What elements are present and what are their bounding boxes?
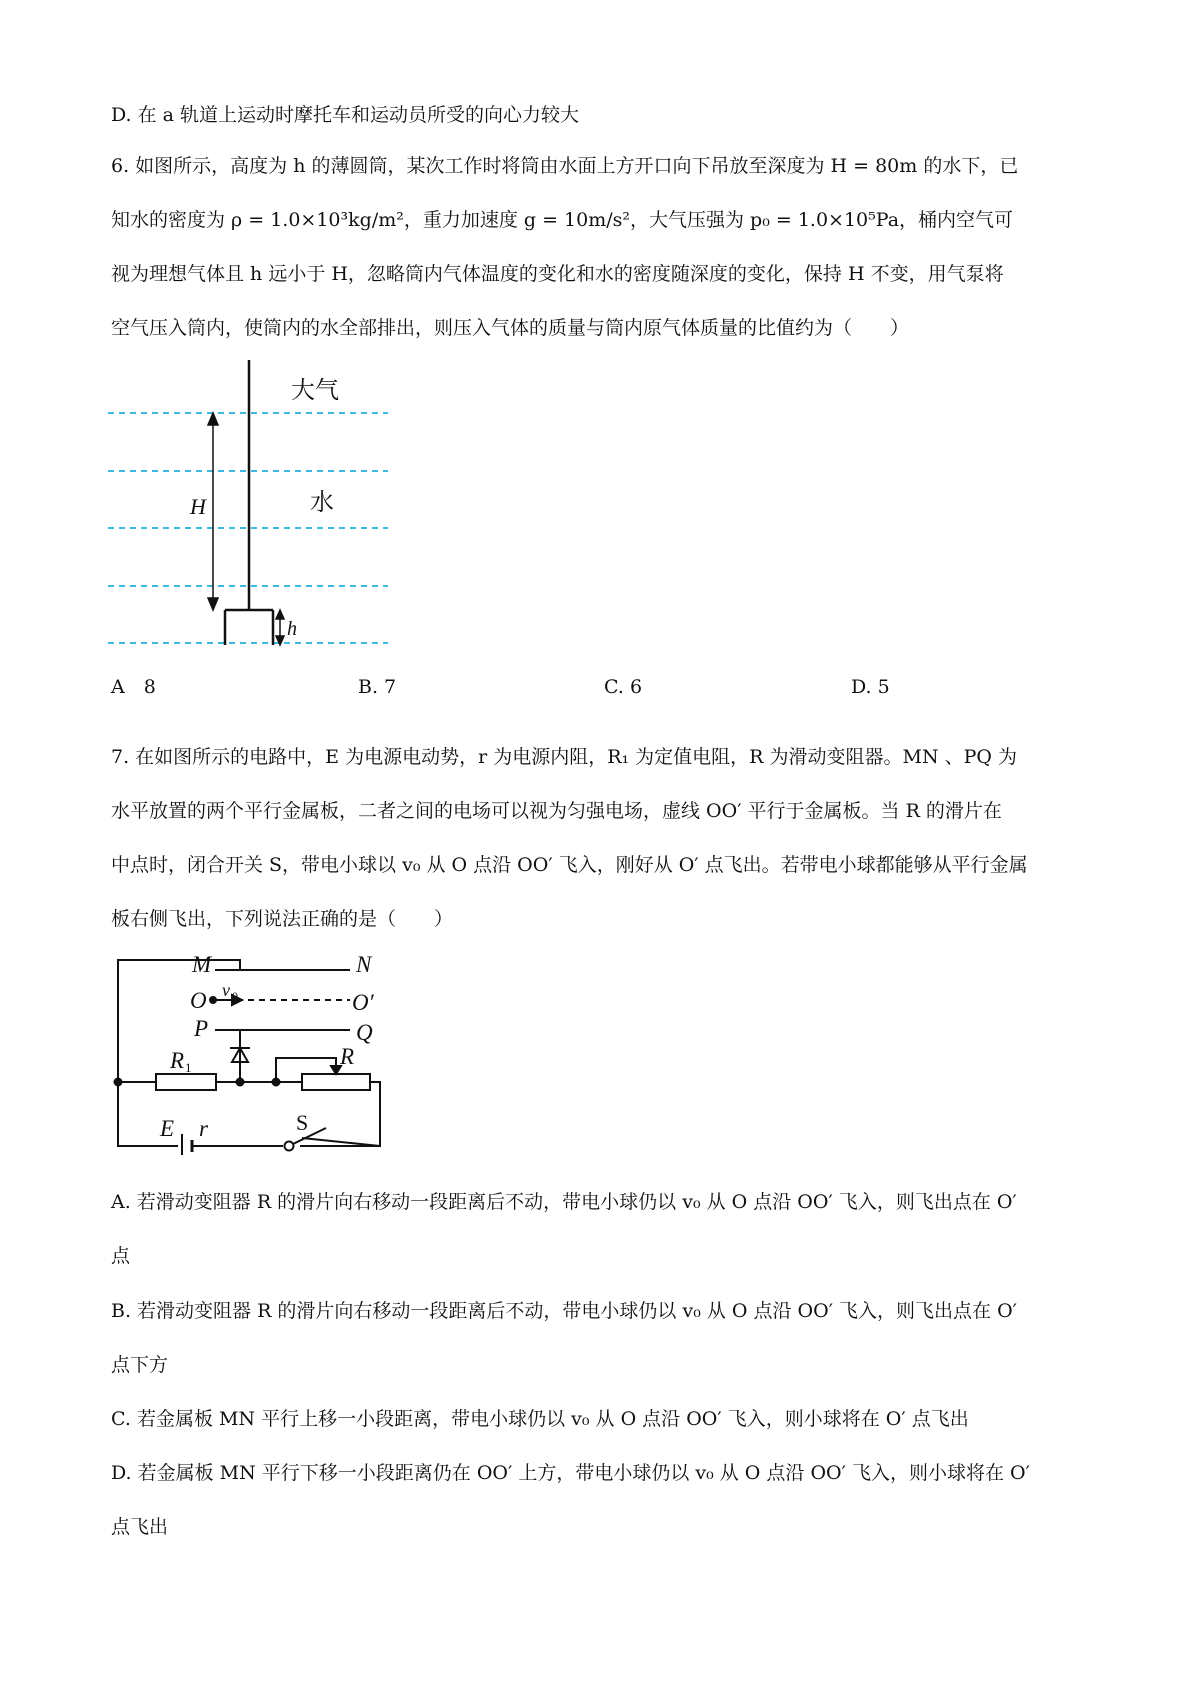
q6-options [111, 672, 911, 702]
q7-option-b-line-2[interactable]: 点下方 [111, 1354, 169, 1376]
q7-option-d-line-2[interactable]: 点飞出 [111, 1516, 169, 1538]
q6-option-b[interactable]: B. 7 [358, 676, 397, 698]
q6-stem-line-1: 6. 如图所示，高度为 h 的薄圆筒，某次工作时将筒由水面上方开口向下吊放至深度为 H = 80m 的水下，已 [111, 155, 1019, 177]
junction-dot [273, 1079, 280, 1086]
junction-dot [115, 1079, 122, 1086]
q6-option-c[interactable]: C. 6 [604, 676, 643, 698]
q6-option-d[interactable]: D. 5 [851, 676, 890, 698]
q7-circuit-figure [105, 950, 395, 1155]
q6-figure [100, 355, 400, 660]
label-R1-sub: 1 [185, 1060, 192, 1075]
label-v: v [222, 980, 230, 1000]
label-v-sub: 0 [232, 989, 238, 1003]
arrow-head-up-icon [208, 413, 218, 425]
label-air: 大气 [291, 376, 339, 404]
label-R: R [340, 1044, 355, 1069]
switch-contact-icon [285, 1142, 294, 1151]
rheostat-slider-wire [276, 1058, 336, 1082]
label-R1: R [170, 1048, 185, 1073]
q6-option-a[interactable]: A 8 [111, 676, 156, 698]
label-O-prime: O′ [352, 990, 374, 1015]
q7-option-a-line-1[interactable]: A. 若滑动变阻器 R 的滑片向右移动一段距离后不动，带电小球仍以 v₀ 从 O 点沿 OO′ 飞入，则飞出点在 O′ [111, 1191, 1017, 1213]
junction-dot [237, 1079, 244, 1086]
q7-option-b-line-1[interactable]: B. 若滑动变阻器 R 的滑片向右移动一段距离后不动，带电小球仍以 v₀ 从 O 点沿 OO′ 飞入，则飞出点在 O′ [111, 1300, 1017, 1322]
label-M: M [192, 952, 212, 977]
arrow-head-down-icon [208, 598, 218, 610]
q7-stem-line-4: 板右侧飞出，下列说法正确的是（ ） [111, 908, 454, 930]
q7-option-d-line-1[interactable]: D. 若金属板 MN 平行下移一小段距离仍在 OO′ 上方，带电小球仍以 v₀ 从 O 点沿 OO′ 飞入，则小球将在 O′ [111, 1462, 1030, 1484]
wire-right [302, 1082, 380, 1146]
label-P: P [194, 1016, 209, 1041]
label-r: r [199, 1116, 208, 1141]
q7-option-c[interactable]: C. 若金属板 MN 平行上移一小段距离，带电小球仍以 v₀ 从 O 点沿 OO′ 飞入，则小球将在 O′ 点飞出 [111, 1408, 969, 1430]
label-h: h [287, 618, 297, 640]
q5-option-d: D. 在 a 轨道上运动时摩托车和运动员所受的向心力较大 [111, 104, 580, 126]
q6-stem-line-4: 空气压入筒内，使筒内的水全部排出，则压入气体的质量与筒内原气体质量的比值约为（ ） [111, 317, 910, 339]
q7-stem-line-1: 7. 在如图所示的电路中，E 为电源电动势，r 为电源内阻，R₁ 为定值电阻，R 为滑动变阻器。MN 、PQ 为 [111, 746, 1018, 768]
label-Q: Q [356, 1020, 373, 1045]
q7-stem-line-2: 水平放置的两个平行金属板，二者之间的电场可以视为匀强电场，虚线 OO′ 平行于金属板。当 R 的滑片在 [111, 800, 1002, 822]
q7-stem-line-3: 中点时，闭合开关 S，带电小球以 v₀ 从 O 点沿 OO′ 飞入，刚好从 O′ 点飞出。若带电小球都能够从平行金属 [111, 854, 1028, 876]
label-N: N [356, 952, 372, 977]
resistor-R [302, 1074, 370, 1090]
label-O: O [190, 988, 207, 1013]
q7-option-a-line-2[interactable]: 点 [111, 1245, 131, 1267]
label-E: E [160, 1116, 175, 1141]
resistor-R1 [156, 1074, 216, 1090]
arrow-head-up-icon [276, 610, 284, 619]
label-water: 水 [310, 488, 334, 516]
q6-stem-line-3: 视为理想气体且 h 远小于 H，忽略筒内气体温度的变化和水的密度随深度的变化，保持 H 不变，用气泵将 [111, 263, 1004, 285]
label-S: S [296, 1110, 309, 1135]
label-H: H [190, 494, 206, 519]
q6-stem-line-2: 知水的密度为 ρ = 1.0×10³kg/m²，重力加速度 g = 10m/s²，大气压强为 p₀ = 1.0×10⁵Pa，桶内空气可 [111, 209, 1014, 231]
